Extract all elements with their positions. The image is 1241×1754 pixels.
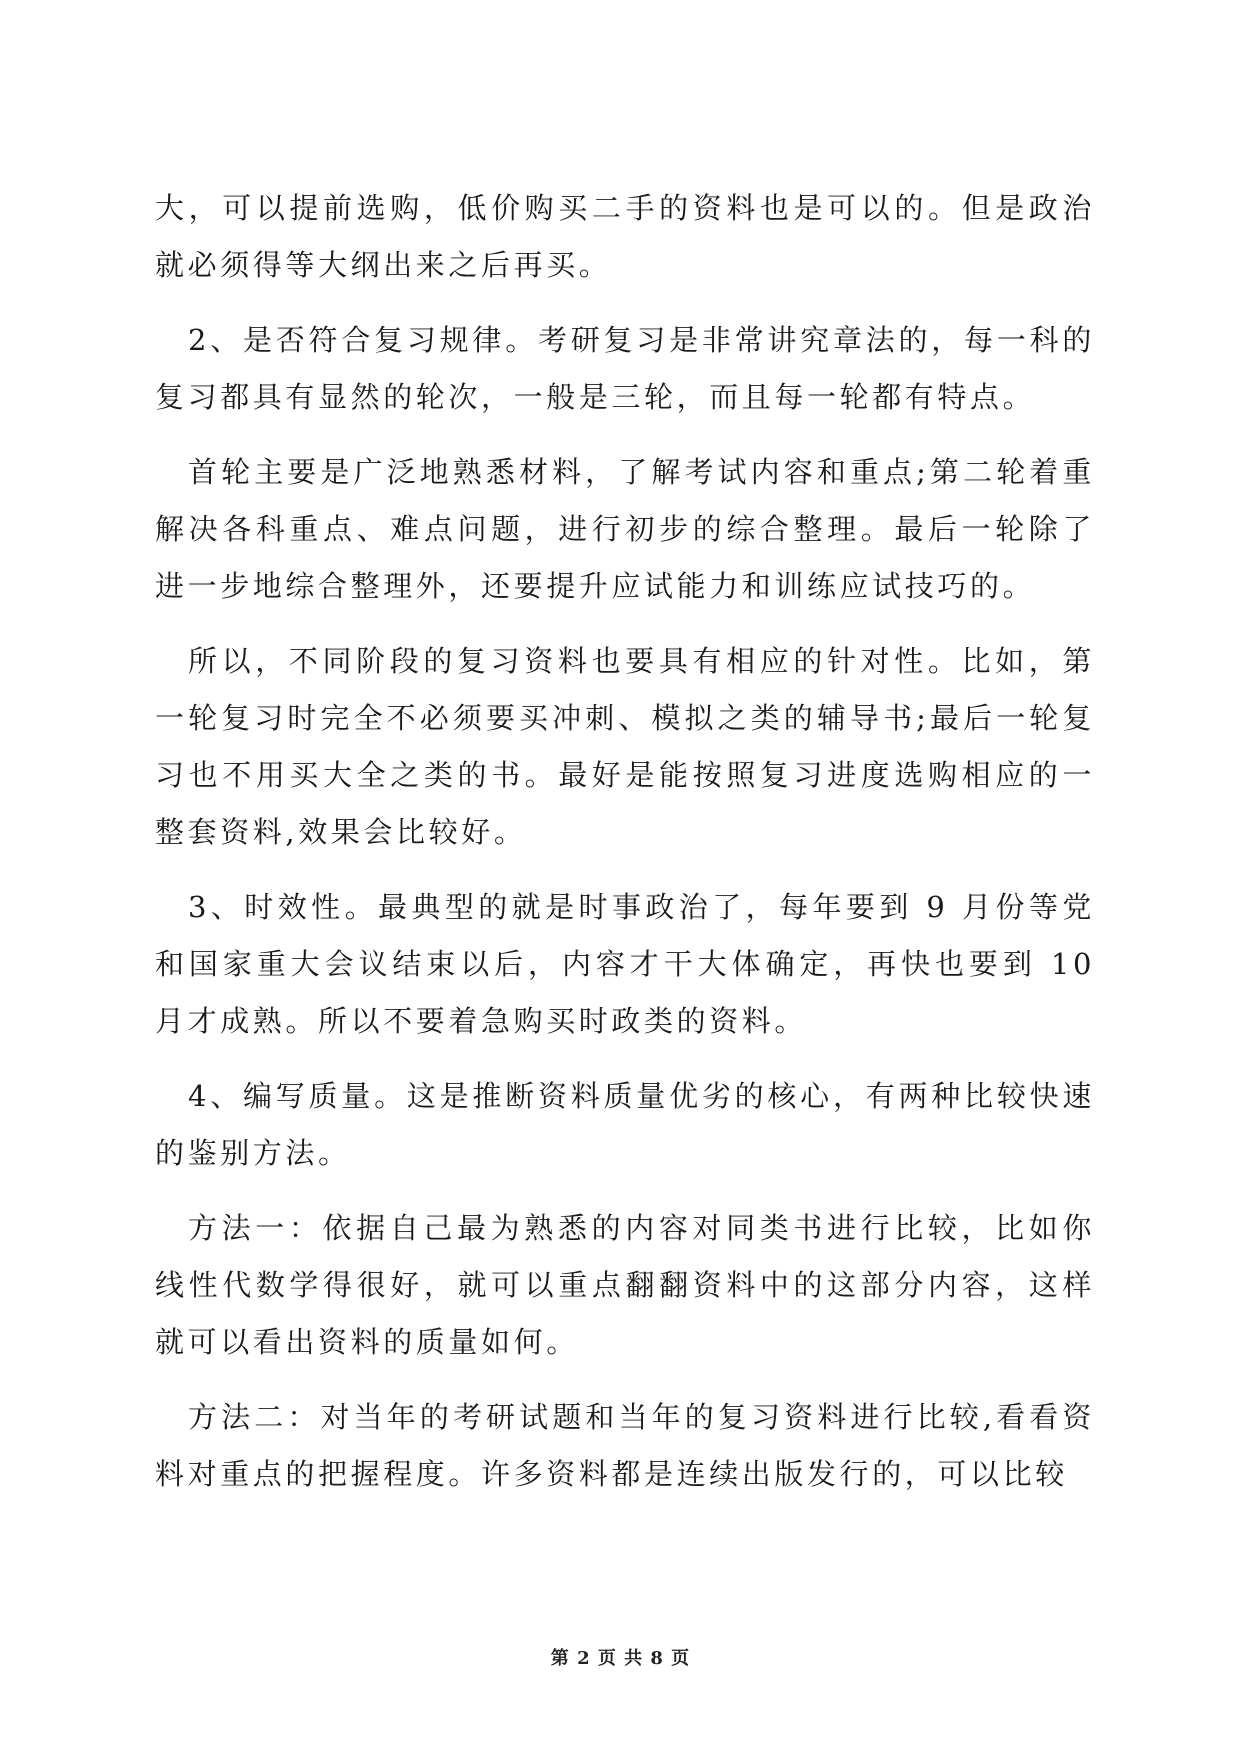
paragraph-method-two: 方法二：对当年的考研试题和当年的复习资料进行比较,看看资料对重点的把握程度。许多资料都是连续出版发行的，可以比较	[155, 1400, 1095, 1491]
paragraph-timeliness: 3、时效性。最典型的就是时事政治了，每年要到 9 月份等党和国家重大会议结束以后，内容才干大体确定，再快也要到 10 月才成熟。所以不要着急购买时政类的资料。	[155, 890, 1095, 1038]
paragraph-method-one: 方法一：依据自己最为熟悉的内容对同类书进行比较，比如你线性代数学得很好，就可以重点翻翻资料中的这部分内容，这样就可以看出资料的质量如何。	[155, 1211, 1095, 1359]
document-body	[155, 180, 1095, 1521]
paragraph-review-rounds: 首轮主要是广泛地熟悉材料，了解考试内容和重点;第二轮着重解决各科重点、难点问题，进行初步的综合整理。最后一轮除了进一步地综合整理外，还要提升应试能力和训练应试技巧的。	[155, 455, 1095, 603]
paragraph-review-rules: 2、是否符合复习规律。考研复习是非常讲究章法的，每一科的复习都具有显然的轮次，一般是三轮，而且每一轮都有特点。	[155, 323, 1095, 414]
paragraph-writing-quality: 4、编写质量。这是推断资料质量优劣的核心，有两种比较快速的鉴别方法。	[155, 1079, 1095, 1170]
paragraph-continuation: 大，可以提前选购，低价购买二手的资料也是可以的。但是政治就必须得等大纲出来之后再买。	[155, 191, 1095, 282]
paragraph-stage-materials: 所以，不同阶段的复习资料也要具有相应的针对性。比如，第一轮复习时完全不必须要买冲刺、模拟之类的辅导书;最后一轮复习也不用买大全之类的书。最好是能按照复习进度选购相应的一整套资料,效果会比较好。	[155, 644, 1095, 849]
page-number-footer: 第 2 页 共 8 页	[550, 1648, 691, 1669]
